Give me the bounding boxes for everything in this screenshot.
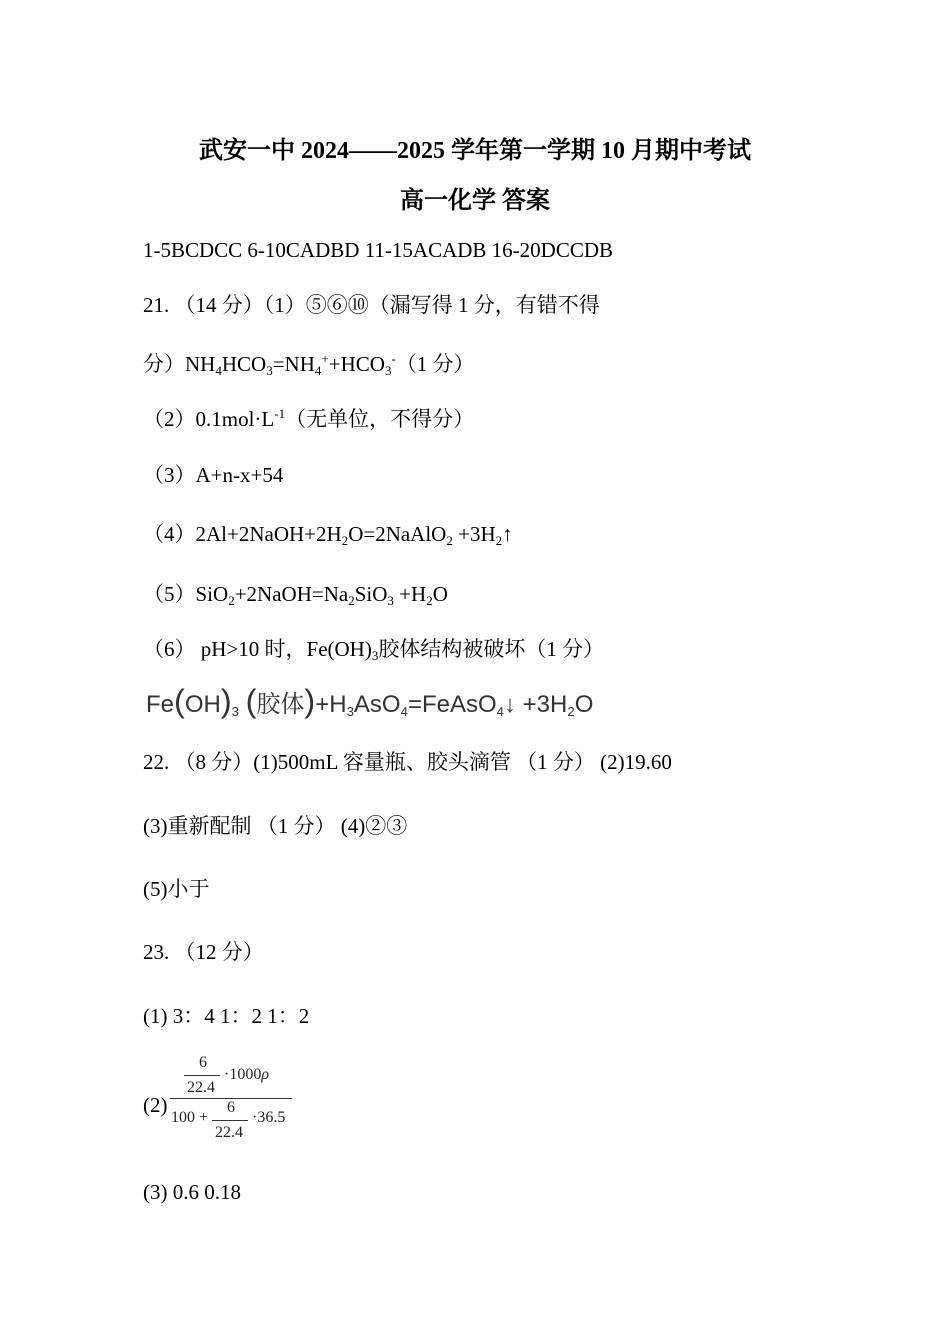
q22-line3: (5)小于 — [143, 877, 210, 901]
q21-heading: 21. （14 分）（1）⑤⑥⑩（漏写得 1 分，有错不得 — [143, 293, 600, 317]
q22-line1: 22. （8 分）(1)500mL 容量瓶、胶头滴管 （1 分） (2)19.60 — [143, 750, 672, 774]
q21-part1-line2: 分）$NH_4HCO_3=NH_4^++HCO_3^-(1$ 分） — [143, 351, 475, 378]
numerator-rest: ·1000ρ — [224, 1066, 270, 1083]
q23-part2-label: (2) — [143, 1093, 168, 1117]
denominator-inner-top: 6 — [227, 1099, 235, 1116]
choice-answers: 1-5BCDCC 6-10CADBD 11-15ACADB 16-20DCCDB — [143, 238, 614, 262]
denominator-inner-bottom: 22.4 — [215, 1124, 243, 1141]
q21-part2: $(2)0.1mol\cdot L^{-1}$（无单位，不得分） — [143, 406, 475, 431]
denominator-rest: ·36.5 — [252, 1109, 286, 1126]
q21-part3: （3）A+n-x+54 — [143, 463, 284, 487]
q22-line2: (3)重新配制 （1 分） (4)②③ — [143, 814, 408, 838]
q23-part1: (1) 3：4 1：2 1：2 — [143, 1004, 310, 1028]
q23-heading: 23. （12 分） — [143, 940, 264, 964]
denominator-inner-fraction-bar — [212, 1120, 248, 1121]
document-subtitle: 高一化学 答案 — [400, 188, 550, 214]
q23-part3: (3) 0.6 0.18 — [143, 1180, 241, 1204]
denominator-prefix: 100 + — [171, 1109, 209, 1126]
numerator-inner-top: 6 — [199, 1054, 207, 1071]
numerator-inner-bottom: 22.4 — [187, 1079, 215, 1096]
concentration-formula — [170, 1052, 295, 1144]
q21-part4: $(4)2Al+2NaOH+2H_2O=2NaAlO_2$ $+3H_2↑$ — [143, 522, 513, 548]
q21-equation: $Fe(OH)_3$ (胶体)$+H_3AsO_4=FeAsO_4↓ +3H_2O$ — [146, 683, 594, 719]
q21-part5: $(5)SiO_2+2NaOH=Na_2SiO_3 +H_2O$ — [143, 582, 448, 608]
numerator-inner-fraction-bar — [184, 1075, 220, 1076]
q21-part6: （6） pH>10 时，$Fe(OH)_3$胶体结构被破坏（1 分） — [143, 637, 605, 663]
document-title: 武安一中 2024——2025 学年第一学期 10 月期中考试 — [199, 138, 751, 164]
